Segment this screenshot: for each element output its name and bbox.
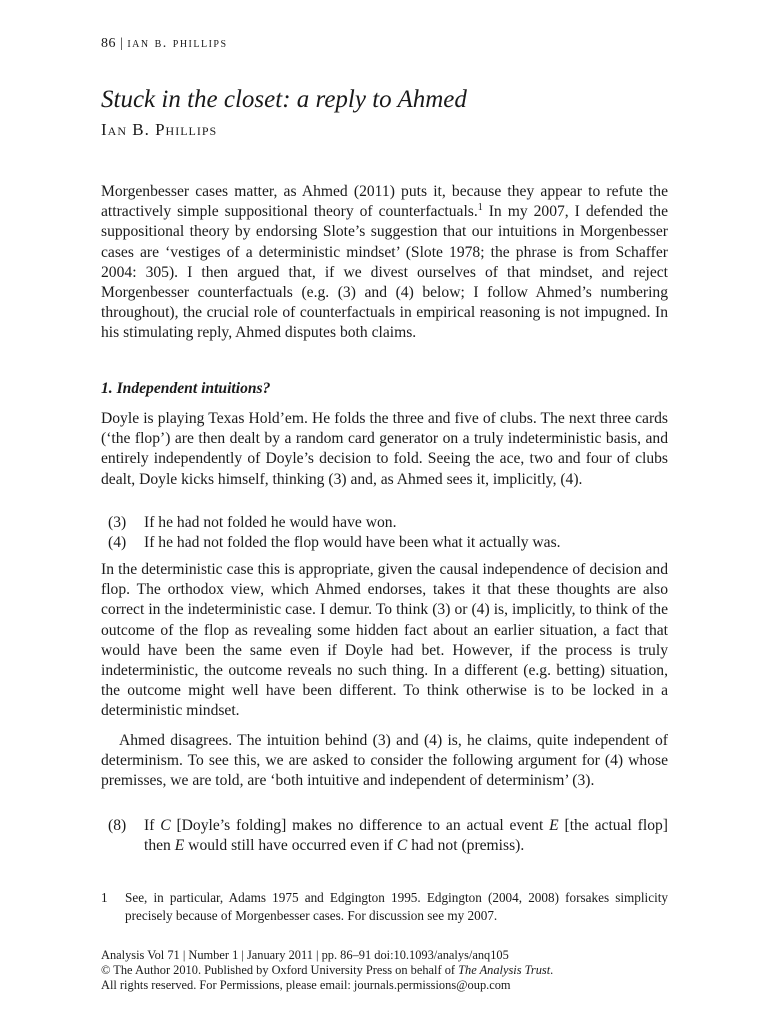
page-number: 86 bbox=[101, 36, 116, 51]
copyright-line: © The Author 2010. Published by Oxford University Press on behalf of The Analysis Trust. bbox=[101, 963, 554, 978]
example-number: (4) bbox=[108, 534, 127, 551]
example-4 bbox=[108, 533, 668, 553]
publication-footer bbox=[101, 948, 668, 994]
article-title: Stuck in the closet: a reply to Ahmed bbox=[101, 86, 467, 113]
example-text: If he had not folded he would have won. bbox=[144, 514, 397, 531]
example-3 bbox=[108, 513, 668, 533]
ahmed-disagrees-paragraph: Ahmed disagrees. The intuition behind (3) and (4) is, he claims, quite independent of determinism. To see this, we are asked to consider the following argument for (4) whose premisses, we are told, are ‘both intuitive and independent of determinism’ (3). bbox=[101, 732, 668, 790]
footnote-ref[interactable]: 1 bbox=[477, 202, 483, 214]
doyle-paragraph: Doyle is playing Texas Hold’em. He folds the three and five of clubs. The next three cards (‘the flop’) are then dealt by a random card generator on a truly indeterministic basis, and entirely independently of Doyle’s decision to fold. Seeing the ace, two and four of clubs dealt, Doyle kicks himself, thinking (3) and, as Ahmed sees it, implicitly, (4). bbox=[101, 410, 668, 488]
example-text: If C [Doyle’s folding] makes no difference to an actual event E [the actual flop] then E would still have occurred even if C had not (premiss). bbox=[144, 817, 668, 855]
citation-line: Analysis Vol 71 | Number 1 | January 2011 | pp. 86–91 doi:10.1093/analys/anq105 bbox=[101, 948, 509, 962]
article-author: Ian B. Phillips bbox=[101, 120, 218, 139]
example-number: (8) bbox=[108, 817, 127, 834]
intro-text-a: Morgenbesser cases matter, as Ahmed (2011) puts it, because they appear to refute the attractively simple suppositional theory of counterfactuals. bbox=[101, 183, 668, 221]
running-head-author: ian b. phillips bbox=[127, 36, 228, 51]
deterministic-paragraph: In the deterministic case this is appropriate, given the causal independence of decision and flop. The orthodox view, which Ahmed endorses, takes it that these thoughts are also correct in the indeterministic case. I demur. To think (3) or (4) is, implicitly, to think of the outcome of the flop as revealing some hidden fact about an earlier situation, a fact that would have been the same even if Doyle had bet. However, if the process is truly indeterministic, the outcome reveals no such thing. In a different (e.g. betting) situation, the outcome might well have been different. To think otherwise is to be locked in a deterministic mindset. bbox=[101, 561, 668, 720]
example-number: (3) bbox=[108, 514, 127, 531]
section-heading: 1. Independent intuitions? bbox=[101, 380, 271, 397]
footnote-text: See, in particular, Adams 1975 and Edgington 1995. Edgington (2004, 2008) forsakes simplicity precisely because of Morgenbesser cases. For discussion see my 2007. bbox=[125, 890, 668, 923]
intro-paragraph bbox=[101, 182, 668, 344]
permissions-line: All rights reserved. For Permissions, please email: journals.permissions@oup.com bbox=[101, 978, 511, 993]
example-8 bbox=[108, 816, 668, 856]
example-text: If he had not folded the flop would have been what it actually was. bbox=[144, 534, 561, 551]
footnote bbox=[101, 889, 668, 924]
running-head-separator: | bbox=[120, 36, 124, 51]
intro-text-b: In my 2007, I defended the suppositional theory by endorsing Slote’s suggestion that our intuitions in Morgenbesser cases are ‘vestiges of a deterministic mindset’ (Slote 1978; the phrase is from Schaffer 2004: 305). I then argued that, if we divest ourselves of that mindset, and reject Morgenbesser counterfactuals (e.g. (3) and (4) below; I follow Ahmed’s numbering throughout), the crucial role of counterfactuals in empirical reasoning is not impugned. In his stimulating reply, Ahmed disputes both claims. bbox=[101, 203, 668, 342]
running-head bbox=[101, 36, 228, 52]
footnote-number: 1 bbox=[101, 890, 108, 905]
